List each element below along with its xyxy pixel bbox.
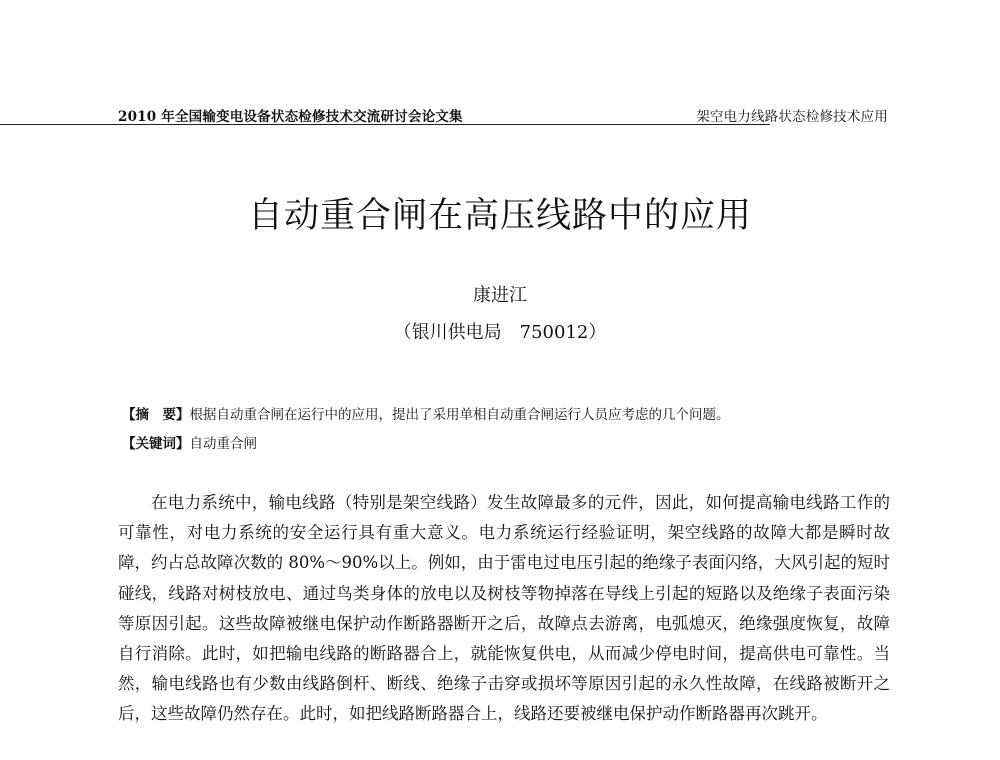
author-affiliation: （银川供电局 750012）	[393, 322, 607, 343]
keywords-label: 【关键词】	[122, 436, 190, 452]
keywords-text: 自动重合闸	[189, 436, 257, 452]
abstract	[122, 403, 892, 423]
abstract-text: 根据自动重合闸在运行中的应用，提出了采用单相自动重合闸运行人员应考虑的几个问题。	[189, 407, 730, 423]
author-name: 康进江	[473, 285, 527, 306]
paper-title: 自动重合闸在高压线路中的应用	[247, 196, 752, 236]
keywords	[122, 432, 892, 452]
abstract-label: 【摘 要】	[122, 407, 190, 423]
header-rule	[0, 124, 770, 125]
body-text	[118, 488, 890, 730]
section-title: 架空电力线路状态检修技术应用	[696, 109, 888, 125]
proceedings-title: 2010 年全国输变电设备状态检修技术交流研讨会论文集	[118, 109, 463, 125]
body-paragraph: 在电力系统中，输电线路（特别是架空线路）发生故障最多的元件，因此，如何提高输电线路工作的可靠性，对电力系统的安全运行具有重大意义。电力系统运行经验证明，架空线路的故障大都是瞬时故障，约占总故障次数的 80%～90%以上。例如，由于雷电过电压引起的绝缘子表面闪络，大风引起的短时碰线，线路对树枝放电、通过鸟类身体的放电以及树枝等物掉落在导线上引起的短路以及绝缘子表面污染等原因引起。这些故障被继电保护动作断路器断开之后，故障点去游离，电弧熄灭，绝缘强度恢复，故障自行消除。此时，如把输电线路的断路器合上，就能恢复供电，从而减少停电时间，提高供电可靠性。当然，输电线路也有少数由线路倒杆、断线、绝缘子击穿或损坏等原因引起的永久性故障，在线路被断开之后，这些故障仍然存在。此时，如把线路断路器合上，线路还要被继电保护动作断路器再次跳开。	[118, 493, 890, 724]
